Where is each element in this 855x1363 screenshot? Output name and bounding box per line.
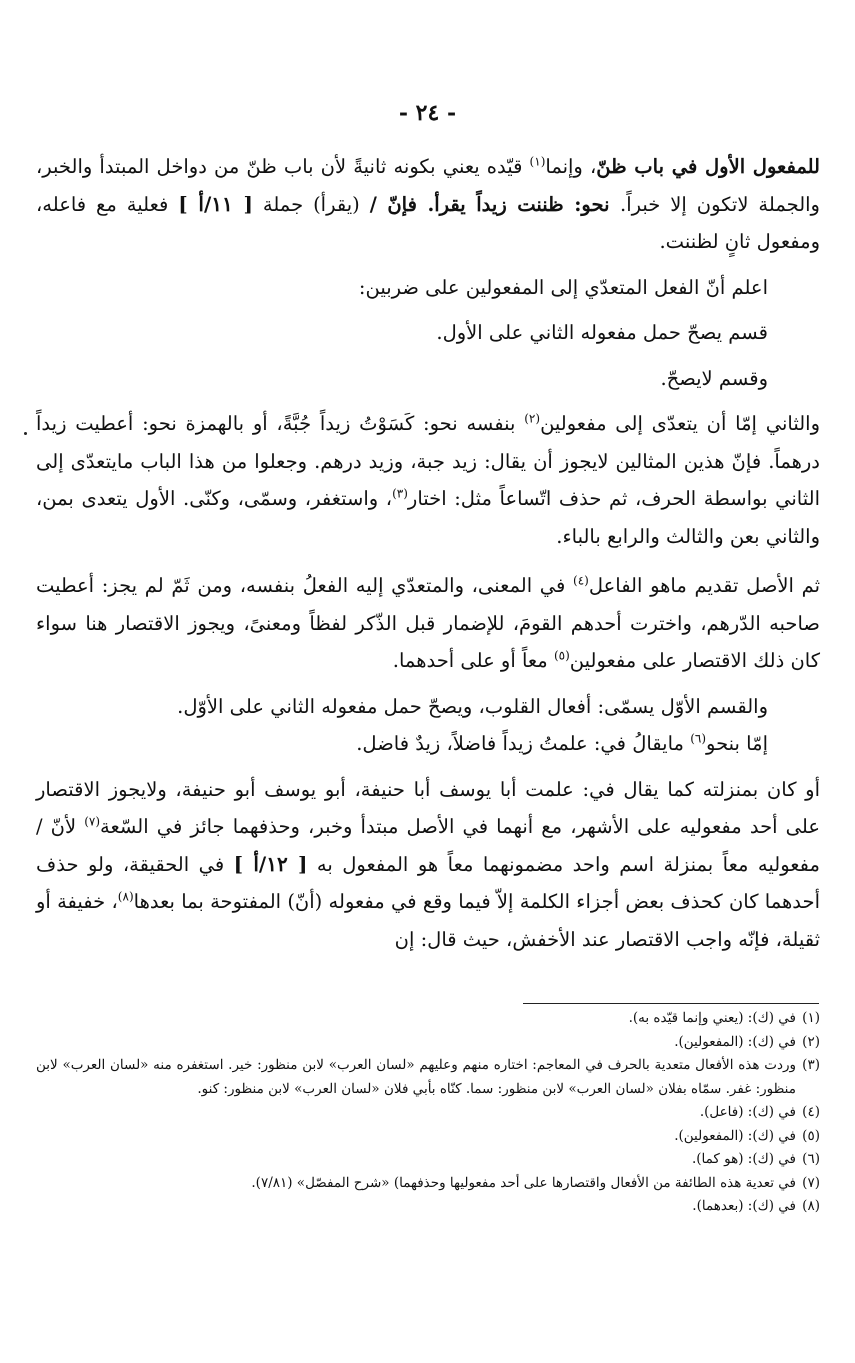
paragraph-4: وقسم لايصحّ. (660, 366, 768, 390)
text-span: والثاني إمّا أن يتعدّى إلى مفعولين (540, 412, 820, 435)
page-number: - ٢٤ - (398, 100, 457, 126)
footnote-number: (٢) (802, 1033, 820, 1050)
footnote (36, 1031, 820, 1055)
footnote-ref-4: (٤) (573, 573, 589, 588)
text-span: ، واستغفر، وسمّى، وكنّى. الأول يتعدى بمن، والثاني بعن والثالث والرابع بالباء. (36, 487, 820, 548)
footnote-text: في (ك): (فاعل). (699, 1104, 796, 1120)
footnote-divider (523, 1003, 819, 1004)
bold-example: نحو: ظننت زيداً يقرأ. فإنّ / (369, 192, 621, 216)
text-span: مايقالُ في: علمتُ زيداً فاضلاً، زيدٌ فاضل. (356, 732, 691, 755)
paragraph-7: والقسم الأوّل يسمّى: أفعال القلوب، ويصحّ حمل مفعوله الثاني على الأوّل. (177, 694, 768, 718)
footnote-ref-6: (٦) (690, 731, 707, 746)
footnote-ref-5: (٥) (553, 648, 570, 663)
paragraph-1 (36, 148, 820, 261)
footnote-ref-8: (٨) (117, 889, 134, 904)
footnote (36, 1125, 820, 1149)
text-span: (يقرأ) جملة (252, 192, 370, 216)
footnote-ref-1: (١) (529, 154, 546, 169)
text-span: إمّا بنحو (706, 732, 768, 755)
scan-speck (24, 432, 27, 435)
footnote-text: في (ك): (المفعولين). (674, 1127, 796, 1144)
footnote-number: (٨) (802, 1198, 820, 1214)
footnotes-section (36, 1007, 820, 1219)
paragraph-9 (36, 771, 820, 959)
footnote-number: (٥) (802, 1127, 820, 1144)
main-text (36, 148, 820, 958)
paragraph-5 (36, 405, 820, 555)
footnote-number: (٧) (802, 1174, 820, 1191)
footnote-text: في (ك): (بعدهما). (692, 1198, 796, 1214)
text-span: ، وإنما (545, 155, 597, 178)
footnote-text: في (ك): (يعني وإنما قيّده به). (628, 1010, 796, 1026)
text-span: في الحقيقة، ولو حذف أحدهما كان كحذف بعض أجزاء الكلمة إلاّ فيما وقع في مفعوله (أنّ) المفتوحة بما بعدها (36, 852, 820, 913)
folio-marker: [ ١١/أ ] (178, 191, 253, 216)
text-span: معاً أو على أحدهما. (392, 649, 554, 672)
text-span: ، خفيفة أو ثقيلة، فإنّه واجب الاقتصار عند الأخفش، حيث قال: إن (36, 890, 820, 951)
footnote (36, 1148, 820, 1172)
text-span: فعلية مع فاعله، ومفعول ثانٍ لظننت. (36, 192, 820, 253)
footnote-number: (٦) (802, 1151, 820, 1167)
text-span: لأنّ / مفعوليه معاً بمنزلة اسم واحد مضمونهما معاً هو المفعول به (36, 815, 820, 876)
footnote (36, 1007, 820, 1031)
paragraph-3: قسم يصحّ حمل مفعوله الثاني على الأول. (436, 321, 768, 344)
footnote (36, 1054, 820, 1101)
footnote (36, 1195, 820, 1219)
text-span: أو كان بمنزلته كما يقال في: علمت أبا يوسف أبا حنيفة، أبو يوسف أبو حنيفة، ولايجوز الاقتصار على أحد مفعوليه على الأشهر، مع أنهما في الأصل مبتدأ وخبر، وحذفهما جائز في السّعة (36, 777, 820, 838)
footnote (36, 1172, 820, 1196)
footnote-text: وردت هذه الأفعال متعدية بالحرف في المعاجم: اختاره منهم وعليهم «لسان العرب» لابن منظور: خير. استغفره منه «لسان العرب» لابن منظور: غفر. سمّاه بفلان «لسان العرب» لابن منظور: سما. كنّاه بأبي فلان «لسان العرب» لابن منظور: كنو. (36, 1057, 796, 1097)
bold-lead: للمفعول الأول في باب ظنّ (596, 155, 820, 178)
footnote-ref-2: (٢) (524, 411, 541, 426)
text-span: ثم الأصل تقديم ماهو الفاعل (588, 574, 820, 597)
footnote-number: (٤) (802, 1104, 820, 1120)
footnote (36, 1101, 820, 1125)
footnote-ref-3: (٣) (392, 486, 408, 501)
paragraph-8 (36, 725, 820, 763)
folio-marker: [ ١٢/أ ] (233, 851, 308, 876)
footnote-number: (٣) (802, 1057, 820, 1073)
paragraph-6 (36, 567, 820, 680)
text-span: بنفسه نحو: كَسَوْتُ زيداً جُبَّةً، أو بالهمزة نحو: أعطيت زيداً درهماً. فإنّ هذين المثالين لايجوز أن يقال: زيد جبة، وزيد درهم. وجعلوا من هذا الباب مايتعدّى إلى الثاني بواسطة الحرف، ثم حذف اتّساعاً مثل: اختار (36, 412, 820, 510)
footnote-text: في تعدية هذه الطائفة من الأفعال واقتصارها على أحد مفعوليها وحذفهما) «شرح المفصّل» (٧/٨١). (251, 1174, 796, 1191)
paragraph-2: اعلم أنّ الفعل المتعدّي إلى المفعولين على ضربين: (358, 275, 768, 299)
footnote-text: في (ك): (المفعولين). (674, 1033, 796, 1050)
footnote-number: (١) (802, 1010, 820, 1026)
footnote-ref-7: (٧) (84, 814, 101, 829)
footnote-text: في (ك): (هو كما). (691, 1151, 796, 1167)
text-span: قيّده يعني بكونه ثانيةً لأن باب ظنّ من دواخل المبتدأ والخبر، والجملة لاتكون إلا خبراً. (36, 155, 820, 216)
text-span: في المعنى، والمتعدّي إليه الفعلُ بنفسه، ومن ثَمّ لم يجز: أعطيت صاحبه الدّرهم، واخترت أحدهم القومَ، للإضمار قبل الذّكر لفظاً ومعنىً، ويجوز الاقتصار هنا سواء كان ذلك الاقتصار على مفعولين (36, 574, 820, 672)
